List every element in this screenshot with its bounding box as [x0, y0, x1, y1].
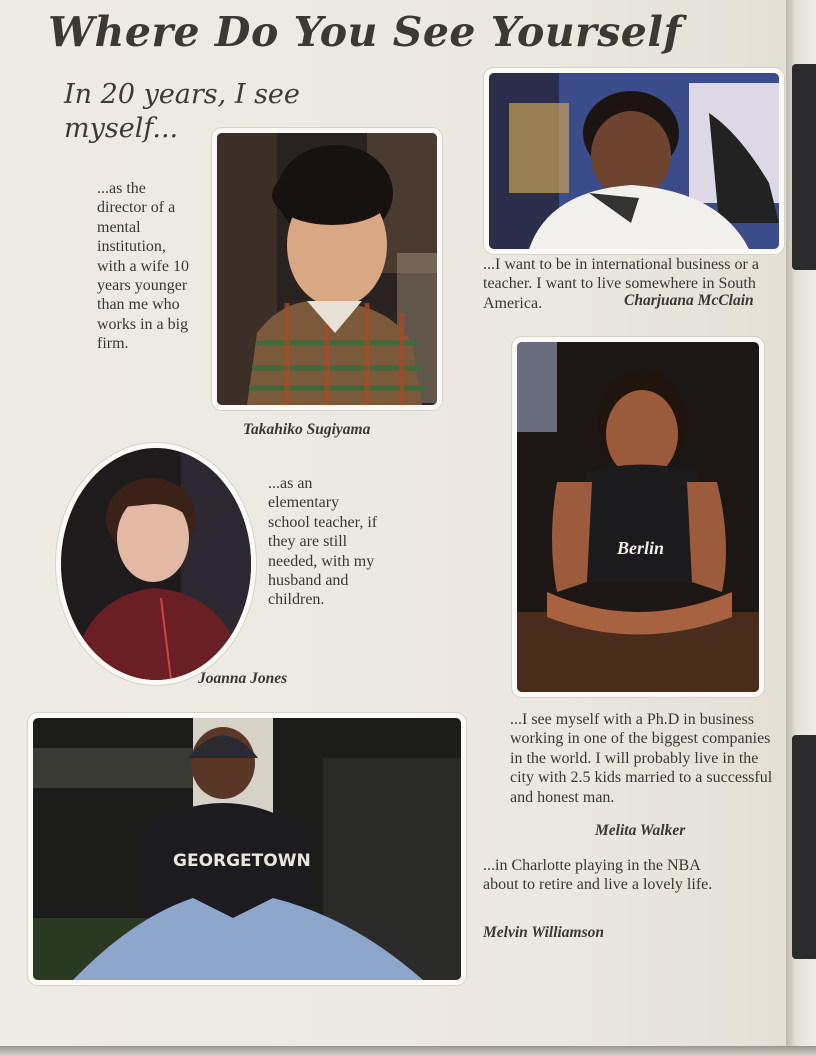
page-subtitle: In 20 years, I see myself... — [64, 79, 300, 144]
name-takahiko-sugiyama: Takahiko Sugiyama — [243, 421, 371, 438]
quote-melita-walker: ...I see myself with a Ph.D in business working in one of the biggest companies in the world. I will probably live in the city with 2.5 kids married to a successful and honest man. — [510, 711, 773, 806]
photo-charjuana-mcclain — [484, 68, 784, 254]
name-melvin-williamson: Melvin Williamson — [483, 924, 605, 941]
quote-melvin-williamson: ...in Charlotte playing in the NBA about to retire and live a lovely life. — [483, 857, 713, 894]
name-melita-walker: Melita Walker — [595, 822, 686, 839]
photo-takahiko-sugiyama — [212, 128, 442, 410]
quote-charjuana-mcclain: ...I want to be in international business or a teacher. I want to live somewhere in South America. — [483, 256, 759, 312]
page-title: Where Do You See Yourself — [48, 8, 682, 56]
shirt-text-georgetown: GEORGETOWN — [173, 851, 311, 871]
shirt-text-berlin: Berlin — [617, 538, 665, 558]
name-charjuana-mcclain: Charjuana McClain — [624, 292, 754, 309]
quote-joanna-jones: ...as an elementary school teacher, if they are still needed, with my husband and children. — [268, 475, 378, 609]
photo-melita-walker — [512, 337, 764, 697]
page-bottom-edge — [0, 1046, 816, 1056]
quote-takahiko-sugiyama: ...as the director of a mental institution, with a wife 10 years younger than me who works in a big firm. — [97, 180, 189, 353]
facing-photo-edge — [792, 64, 816, 270]
photo-melvin-williamson — [28, 713, 466, 985]
name-joanna-jones: Joanna Jones — [198, 670, 288, 687]
facing-photo-edge — [792, 735, 816, 959]
facing-page-edge — [786, 0, 816, 1056]
photo-joanna-jones — [56, 443, 256, 685]
